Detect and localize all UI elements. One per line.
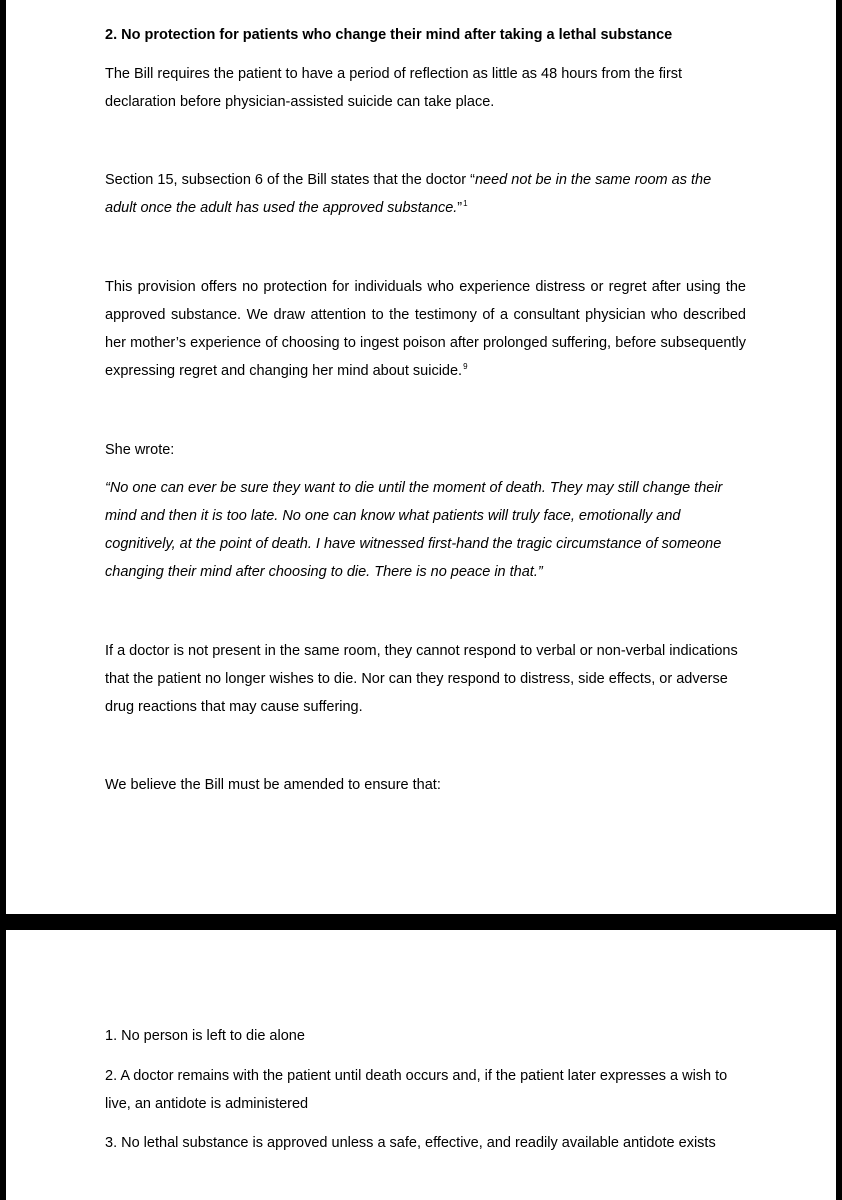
list-item-2: 2. A doctor remains with the patient until death occurs and, if the patient later expresses a wish to live, an antidote is administered <box>105 1068 728 1112</box>
she-wrote-label: She wrote: <box>105 442 175 458</box>
section-15-quote: need not be in the same room as the adult once the adult has used the approved substance. <box>105 172 712 216</box>
provision-paragraph <box>105 273 746 385</box>
testimony-quote: “No one can ever be sure they want to die until the moment of death. They may still change their mind and then it is too late. No one can know what patients will truly face, emotionally and cognitively, at the point of death. I have witnessed first-hand the tragic circumstance of someone changing their mind after choosing to die. There is no peace in that.” <box>105 480 723 580</box>
section-15-paragraph <box>105 166 746 222</box>
list-item-3: 3. No lethal substance is approved unless a safe, effective, and readily available antidote exists <box>105 1135 716 1151</box>
section-15-text: Section 15, subsection 6 of the Bill states that the doctor “ <box>105 172 475 188</box>
document-page-2 <box>6 930 836 1200</box>
footnote-marker-9: 9 <box>463 362 468 371</box>
doctor-absence-paragraph: If a doctor is not present in the same room, they cannot respond to verbal or non-verbal indications that the patient no longer wishes to die. Nor can they respond to distress, side effects, or adverse drug reactions that may cause suffering. <box>105 643 738 715</box>
document-page-1 <box>6 0 836 914</box>
section-heading: 2. No protection for patients who change their mind after taking a lethal substance <box>105 27 673 43</box>
amendment-intro: We believe the Bill must be amended to ensure that: <box>105 777 441 793</box>
reflection-period-paragraph: The Bill requires the patient to have a period of reflection as little as 48 hours from the first declaration before physician-assisted suicide can take place. <box>105 66 683 110</box>
section-15-closing-quote: ” <box>457 200 463 216</box>
provision-text: This provision offers no protection for individuals who experience distress or regret after using the approved substance. We draw attention to the testimony of a consultant physician who described her mother’s experience of choosing to ingest poison after prolonged suffering, before subsequently expressing regret and changing her mind about suicide. <box>105 279 746 379</box>
list-item-1: 1. No person is left to die alone <box>105 1028 305 1044</box>
footnote-marker-1: 1 <box>463 199 468 208</box>
